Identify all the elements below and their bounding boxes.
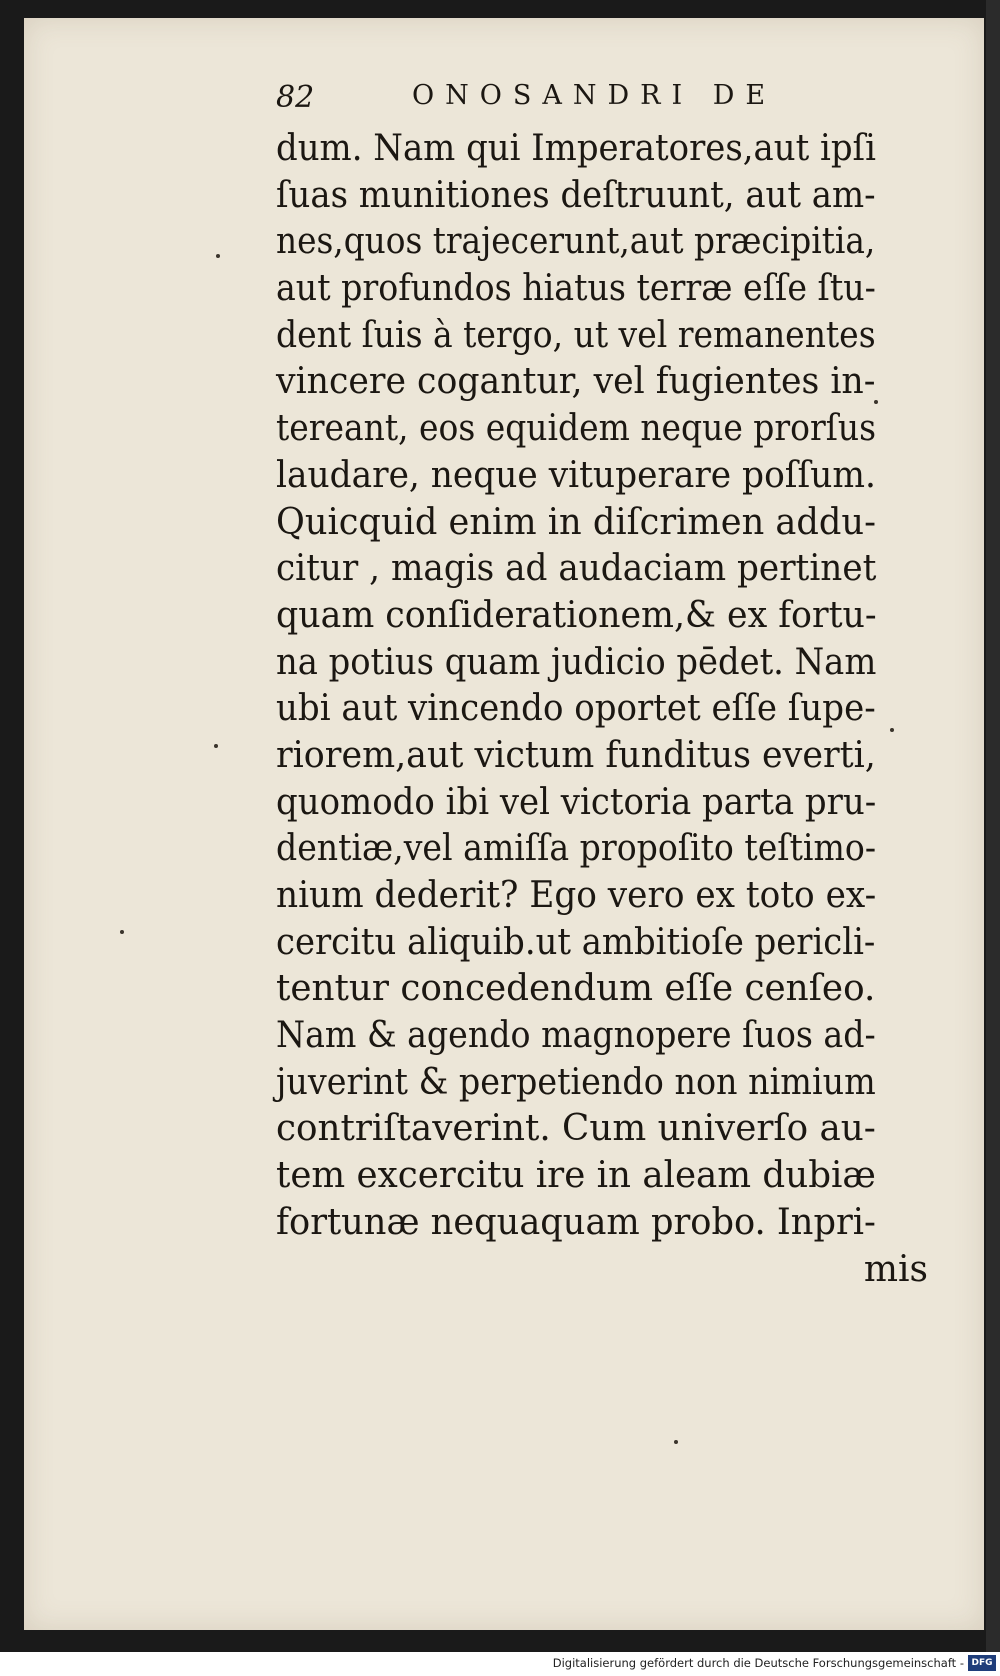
text-line: dent ſuis à tergo, ut vel remanentes: [276, 314, 876, 356]
text-line: juverint & perpetiendo non nimium: [276, 1061, 876, 1103]
text-line: contriſtaverint. Cum univerſo au-: [276, 1108, 876, 1150]
text-line: tentur concedendum eſſe cenſeo.: [276, 968, 876, 1010]
running-title: ONOSANDRI DE: [412, 80, 777, 111]
paper-speck: [214, 744, 218, 748]
text-line: dentiæ,vel amiſſa propoſito teſtimo-: [276, 828, 877, 870]
running-head: [276, 76, 836, 116]
text-line: tem excercitu ire in aleam dubiæ: [276, 1155, 876, 1197]
body-text: [276, 126, 936, 1293]
text-line: nium dederit? Ego vero ex toto ex-: [276, 875, 877, 916]
text-line: vincere cogantur, vel fugientes in-: [276, 361, 876, 403]
text-line: laudare, neque vituperare poſſum.: [276, 454, 876, 496]
paper-speck: [674, 1440, 678, 1444]
text-line: citur , magis ad audaciam pertinet: [276, 548, 877, 590]
text-line: na potius quam judicio pēdet. Nam: [276, 641, 877, 683]
paper-speck: [120, 930, 124, 934]
text-line: tereant, eos equidem neque prorſus: [276, 408, 877, 450]
text-line: ubi aut vincendo oportet eſſe ſupe-: [276, 688, 876, 730]
funding-credit: Digitalisierung gefördert durch die Deutsche Forschungsgemeinschaft -: [552, 1656, 964, 1670]
footer-bar: [0, 1652, 1000, 1676]
page-number: 82: [276, 80, 315, 115]
text-line: quomodo ibi vel victoria parta pru-: [276, 781, 877, 823]
text-line: aut profundos hiatus terræ eſſe ſtu-: [276, 268, 876, 310]
paper-speck: [216, 254, 220, 258]
text-line: quam conſiderationem,& ex fortu-: [276, 594, 877, 636]
text-line: riorem,aut victum funditus everti,: [276, 734, 876, 776]
scan-edge-strip: [986, 0, 1000, 1652]
text-line: dum. Nam qui Imperatores,aut ipſi: [276, 128, 876, 169]
text-line: Quicquid enim in diſcrimen addu-: [276, 501, 876, 543]
dfg-logo[interactable]: DFG: [968, 1655, 996, 1671]
text-line: cercitu aliquib.ut ambitioſe pericli-: [276, 921, 876, 963]
text-line: nes,quos trajecerunt,aut præcipitia,: [276, 221, 876, 263]
catchword: mis: [863, 1248, 928, 1290]
text-line: Nam & agendo magnopere ſuos ad-: [276, 1015, 876, 1057]
text-line: fortunæ nequaquam probo. Inpri-: [276, 1201, 876, 1243]
text-line: ſuas munitiones deſtruunt, aut am-: [276, 174, 876, 216]
